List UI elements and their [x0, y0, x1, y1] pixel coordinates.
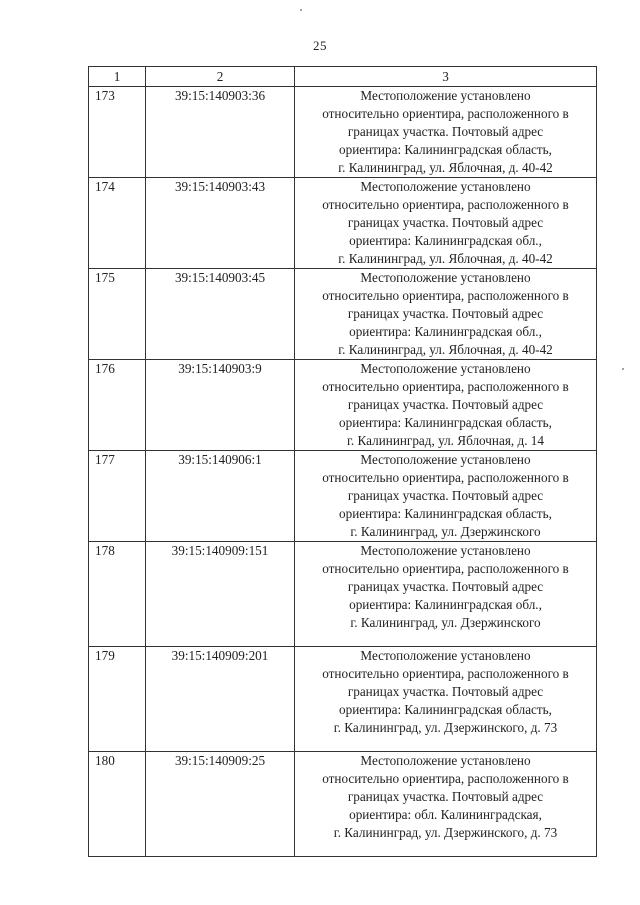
table-row	[89, 178, 597, 269]
location-line: относительно ориентира, расположенного в	[322, 470, 569, 485]
location-line: Местоположение установлено	[360, 648, 531, 663]
location-description	[295, 178, 597, 269]
location-line: ориентира: Калининградская область,	[339, 415, 552, 430]
location-line: г. Калининград, ул. Яблочная, д. 40-42	[338, 160, 553, 175]
location-line: границах участка. Почтовый адрес	[347, 124, 544, 139]
land-plots-table	[88, 66, 597, 857]
location-line: ориентира: Калининградская обл.,	[349, 324, 542, 339]
table-row	[89, 87, 597, 178]
location-line: г. Калининград, ул. Дзержинского	[350, 615, 541, 630]
column-header-location: 3	[295, 67, 597, 87]
location-description	[295, 269, 597, 360]
location-line: Местоположение установлено	[360, 179, 531, 194]
scan-speck	[300, 9, 302, 11]
row-number: 178	[89, 542, 146, 647]
location-line: относительно ориентира, расположенного в	[322, 561, 569, 576]
location-line: границах участка. Почтовый адрес	[347, 488, 544, 503]
scan-speck	[622, 368, 624, 370]
table-row	[89, 360, 597, 451]
table-row	[89, 542, 597, 647]
page-number: 25	[313, 38, 327, 53]
location-line: г. Калининград, ул. Яблочная, д. 40-42	[338, 251, 553, 266]
row-number: 173	[89, 87, 146, 178]
cadastral-number: 39:15:140909:201	[146, 647, 295, 752]
location-line: относительно ориентира, расположенного в	[322, 288, 569, 303]
location-line: относительно ориентира, расположенного в	[322, 771, 569, 786]
location-line: Местоположение установлено	[360, 361, 531, 376]
cadastral-number: 39:15:140903:43	[146, 178, 295, 269]
cadastral-number: 39:15:140909:25	[146, 752, 295, 857]
location-line: относительно ориентира, расположенного в	[322, 106, 569, 121]
location-line: относительно ориентира, расположенного в	[322, 379, 569, 394]
table-header-row	[89, 67, 597, 87]
location-description	[295, 360, 597, 451]
location-description	[295, 752, 597, 857]
location-description	[295, 542, 597, 647]
location-line: Местоположение установлено	[360, 543, 531, 558]
location-line: ориентира: Калининградская обл.,	[349, 597, 542, 612]
location-description	[295, 647, 597, 752]
location-line: Местоположение установлено	[360, 753, 531, 768]
cadastral-number: 39:15:140903:36	[146, 87, 295, 178]
cadastral-number: 39:15:140909:151	[146, 542, 295, 647]
location-line: границах участка. Почтовый адрес	[347, 306, 544, 321]
location-line: г. Калининград, ул. Яблочная, д. 14	[347, 433, 544, 448]
cadastral-number: 39:15:140903:45	[146, 269, 295, 360]
column-header-cadastral: 2	[146, 67, 295, 87]
location-line: границах участка. Почтовый адрес	[347, 215, 544, 230]
table-row	[89, 752, 597, 857]
location-description	[295, 451, 597, 542]
location-line: границах участка. Почтовый адрес	[347, 397, 544, 412]
row-number: 176	[89, 360, 146, 451]
row-number: 180	[89, 752, 146, 857]
location-description	[295, 87, 597, 178]
location-line: Местоположение установлено	[360, 452, 531, 467]
table-row	[89, 269, 597, 360]
location-line: границах участка. Почтовый адрес	[347, 684, 544, 699]
row-number: 177	[89, 451, 146, 542]
row-number: 174	[89, 178, 146, 269]
location-line: г. Калининград, ул. Дзержинского	[350, 524, 541, 539]
cadastral-number: 39:15:140903:9	[146, 360, 295, 451]
location-line: границах участка. Почтовый адрес	[347, 789, 544, 804]
location-line: границах участка. Почтовый адрес	[347, 579, 544, 594]
table-row	[89, 451, 597, 542]
cadastral-number: 39:15:140906:1	[146, 451, 295, 542]
location-line: Местоположение установлено	[360, 88, 531, 103]
location-line: ориентира: обл. Калининградская,	[349, 807, 542, 822]
location-line: г. Калининград, ул. Яблочная, д. 40-42	[338, 342, 553, 357]
column-header-number: 1	[89, 67, 146, 87]
row-number: 179	[89, 647, 146, 752]
table-row	[89, 647, 597, 752]
location-line: относительно ориентира, расположенного в	[322, 197, 569, 212]
location-line: ориентира: Калининградская обл.,	[349, 233, 542, 248]
location-line: ориентира: Калининградская область,	[339, 702, 552, 717]
location-line: Местоположение установлено	[360, 270, 531, 285]
row-number: 175	[89, 269, 146, 360]
location-line: относительно ориентира, расположенного в	[322, 666, 569, 681]
location-line: г. Калининград, ул. Дзержинского, д. 73	[333, 720, 558, 735]
location-line: ориентира: Калининградская область,	[339, 142, 552, 157]
location-line: ориентира: Калининградская область,	[339, 506, 552, 521]
location-line: г. Калининград, ул. Дзержинского, д. 73	[333, 825, 558, 840]
